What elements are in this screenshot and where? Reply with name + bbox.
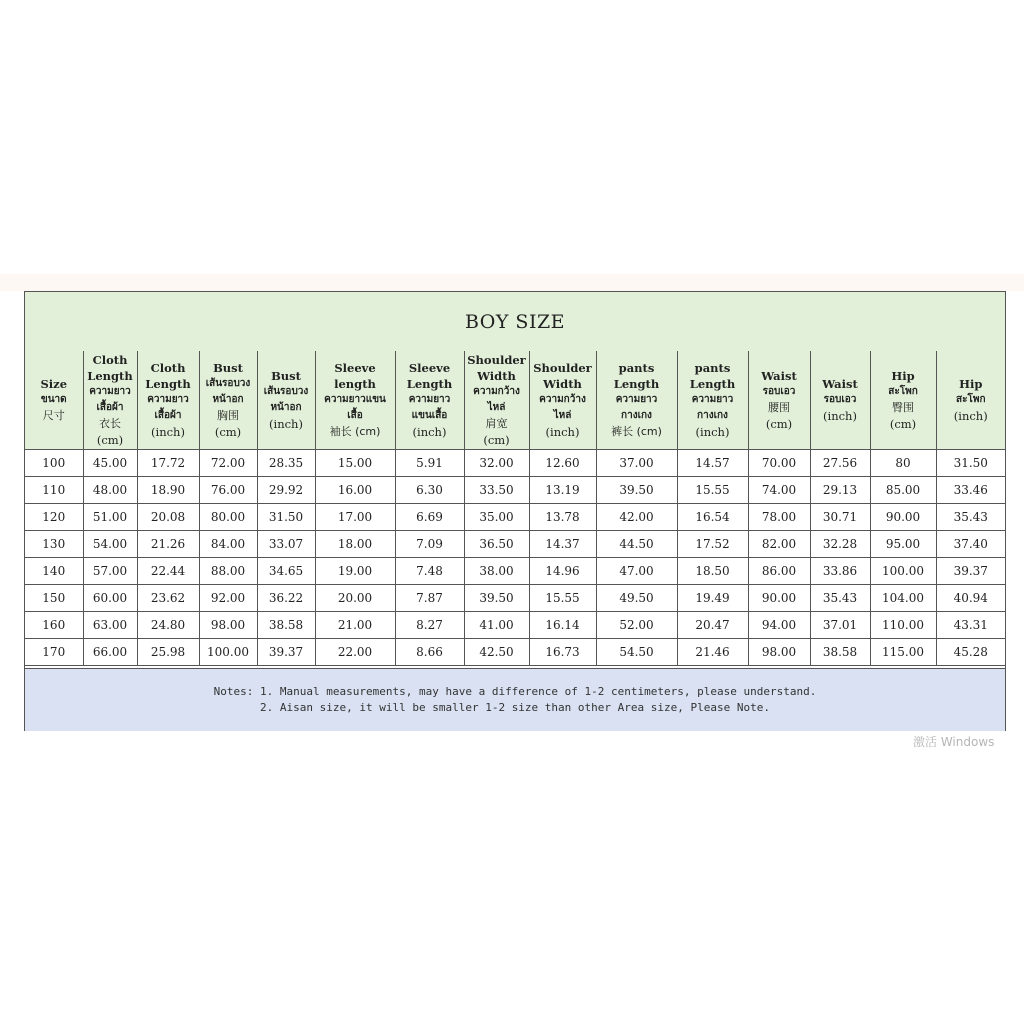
column-header: [199, 351, 257, 450]
column-header-line: (inch): [269, 417, 303, 431]
measurement-cell: 36.22: [257, 585, 315, 612]
measurement-cell: 27.56: [810, 450, 870, 477]
column-header-line: pants: [618, 361, 655, 375]
measurement-cell: 39.50: [596, 477, 677, 504]
measurement-cell: 33.07: [257, 531, 315, 558]
column-header-line: กางเกง: [697, 410, 728, 421]
measurement-cell: 49.50: [596, 585, 677, 612]
measurement-cell: 33.50: [464, 477, 529, 504]
measurement-cell: 18.90: [137, 477, 199, 504]
column-header-line: Length: [87, 369, 133, 383]
column-header-line: Length: [145, 377, 191, 391]
measurement-cell: 35.43: [936, 504, 1005, 531]
measurement-cell: 57.00: [83, 558, 137, 585]
column-header-line: หน้าอก: [270, 402, 302, 413]
measurement-cell: 42.00: [596, 504, 677, 531]
column-header-line: Hip: [959, 377, 983, 391]
measurement-cell: 40.94: [936, 585, 1005, 612]
column-header: [529, 351, 596, 450]
table-row: [25, 450, 1005, 477]
column-header-line: 腰围: [768, 401, 790, 414]
measurement-cell: 33.86: [810, 558, 870, 585]
measurement-cell: 14.57: [677, 450, 748, 477]
column-header-line: ความยาว: [691, 394, 734, 405]
measurement-cell: 84.00: [199, 531, 257, 558]
measurement-cell: 70.00: [748, 450, 810, 477]
measurement-cell: 14.37: [529, 531, 596, 558]
measurement-cell: 94.00: [748, 612, 810, 639]
measurement-cell: 33.46: [936, 477, 1005, 504]
measurement-cell: 36.50: [464, 531, 529, 558]
measurement-cell: 13.19: [529, 477, 596, 504]
measurement-cell: 12.60: [529, 450, 596, 477]
measurement-cell: 38.58: [257, 612, 315, 639]
measurement-cell: 16.14: [529, 612, 596, 639]
column-header-line: Bust: [271, 369, 301, 383]
note-line-2: 2. Aisan size, it will be smaller 1-2 size than other Area size, Please Note.: [260, 701, 770, 714]
measurement-cell: 22.44: [137, 558, 199, 585]
measurement-cell: 6.30: [395, 477, 464, 504]
measurement-cell: 18.50: [677, 558, 748, 585]
measurement-cell: 35.43: [810, 585, 870, 612]
measurement-cell: 20.00: [315, 585, 395, 612]
column-header-line: ไหล่: [487, 402, 506, 413]
column-header-line: ความยาว: [147, 394, 189, 405]
measurement-cell: 43.31: [936, 612, 1005, 639]
column-header-line: ขนาด: [40, 394, 67, 405]
measurement-cell: 7.09: [395, 531, 464, 558]
measurement-cell: 39.50: [464, 585, 529, 612]
measurement-cell: 30.71: [810, 504, 870, 531]
measurement-cell: 19.00: [315, 558, 395, 585]
measurement-cell: 80.00: [199, 504, 257, 531]
table-row: [25, 477, 1005, 504]
measurement-cell: 54.00: [83, 531, 137, 558]
column-header: [395, 351, 464, 450]
measurement-cell: 16.00: [315, 477, 395, 504]
column-header-line: pants: [694, 361, 731, 375]
column-header-line: ความยาว: [408, 394, 451, 405]
measurement-cell: 63.00: [83, 612, 137, 639]
measurement-cell: 32.00: [464, 450, 529, 477]
column-header-line: กางเกง: [621, 410, 652, 421]
measurement-cell: 39.37: [257, 639, 315, 666]
column-header: [464, 351, 529, 450]
size-cell: 130: [25, 531, 83, 558]
measurement-cell: 7.87: [395, 585, 464, 612]
size-chart: [24, 291, 1006, 731]
measurement-cell: 37.40: [936, 531, 1005, 558]
measurement-cell: 28.35: [257, 450, 315, 477]
measurement-cell: 38.00: [464, 558, 529, 585]
measurement-cell: 34.65: [257, 558, 315, 585]
measurement-cell: 20.47: [677, 612, 748, 639]
column-header-line: 裤长 (cm): [611, 425, 662, 438]
measurement-cell: 32.28: [810, 531, 870, 558]
measurement-cell: 31.50: [257, 504, 315, 531]
measurement-cell: 14.96: [529, 558, 596, 585]
column-header-line: Waist: [761, 369, 797, 383]
measurement-cell: 42.50: [464, 639, 529, 666]
column-header: [596, 351, 677, 450]
column-header-line: (cm): [765, 417, 793, 431]
table-row: [25, 558, 1005, 585]
column-header-line: Length: [406, 377, 453, 391]
column-header-line: เสื้อ: [347, 410, 363, 421]
measurement-cell: 88.00: [199, 558, 257, 585]
measurement-cell: 21.26: [137, 531, 199, 558]
measurement-cell: 72.00: [199, 450, 257, 477]
measurement-cell: 25.98: [137, 639, 199, 666]
size-cell: 100: [25, 450, 83, 477]
column-header: [870, 351, 936, 450]
column-header: [83, 351, 137, 450]
measurement-cell: 8.27: [395, 612, 464, 639]
measurement-cell: 15.00: [315, 450, 395, 477]
column-header: [137, 351, 199, 450]
measurement-cell: 7.48: [395, 558, 464, 585]
measurement-cell: 76.00: [199, 477, 257, 504]
column-header-line: ความยาว: [89, 386, 131, 397]
measurement-cell: 86.00: [748, 558, 810, 585]
column-header-line: length: [334, 377, 376, 391]
column-header-line: รอบเอว: [823, 394, 857, 405]
measurement-cell: 22.00: [315, 639, 395, 666]
measurement-cell: 92.00: [199, 585, 257, 612]
measurement-cell: 48.00: [83, 477, 137, 504]
note-line-1: Notes: 1. Manual measurements, may have a difference of 1-2 centimeters, please understand.: [213, 685, 817, 698]
measurement-cell: 80: [870, 450, 936, 477]
column-header-line: 肩宽: [485, 417, 508, 430]
column-header-line: Shoulder: [533, 361, 592, 375]
measurement-cell: 45.28: [936, 639, 1005, 666]
measurement-cell: 90.00: [870, 504, 936, 531]
top-band: [0, 274, 1024, 291]
table-header-row: [25, 351, 1005, 450]
column-header-line: ความยาว: [615, 394, 658, 405]
column-header: [810, 351, 870, 450]
column-header-line: เส้นรอบวง: [263, 386, 309, 397]
measurement-cell: 23.62: [137, 585, 199, 612]
column-header-line: Length: [613, 377, 660, 391]
measurement-cell: 29.13: [810, 477, 870, 504]
measurement-cell: 98.00: [748, 639, 810, 666]
column-header-line: Shoulder: [467, 353, 526, 367]
measurement-cell: 35.00: [464, 504, 529, 531]
measurement-cell: 104.00: [870, 585, 936, 612]
measurement-cell: 100.00: [199, 639, 257, 666]
column-header-line: แขนเสื้อ: [411, 410, 448, 421]
column-header-line: เส้นรอบวง: [205, 378, 251, 389]
column-header-line: สะโพก: [956, 394, 986, 405]
measurement-cell: 17.00: [315, 504, 395, 531]
measurement-cell: 39.37: [936, 558, 1005, 585]
measurement-cell: 29.92: [257, 477, 315, 504]
measurement-cell: 20.08: [137, 504, 199, 531]
measurement-cell: 38.58: [810, 639, 870, 666]
column-header-line: รอบเอว: [762, 386, 796, 397]
measurement-cell: 15.55: [529, 585, 596, 612]
column-header-line: Bust: [213, 361, 243, 375]
column-header-line: 臀围: [892, 401, 914, 414]
measurement-cell: 51.00: [83, 504, 137, 531]
column-header-line: Sleeve: [334, 361, 376, 375]
measurement-cell: 6.69: [395, 504, 464, 531]
column-header-line: ความยาวแขน: [324, 394, 386, 405]
size-cell: 170: [25, 639, 83, 666]
column-header-line: ความกว้าง: [539, 394, 586, 405]
column-header: [936, 351, 1005, 450]
size-cell: 140: [25, 558, 83, 585]
column-header: [257, 351, 315, 450]
measurement-cell: 47.00: [596, 558, 677, 585]
chart-title: BOY SIZE: [25, 292, 1005, 352]
measurement-cell: 15.55: [677, 477, 748, 504]
measurement-cell: 54.50: [596, 639, 677, 666]
column-header-line: Sleeve: [408, 361, 451, 375]
size-cell: 150: [25, 585, 83, 612]
size-table: [25, 351, 1005, 666]
column-header-line: Width: [477, 369, 516, 383]
measurement-cell: 21.00: [315, 612, 395, 639]
measurement-cell: 24.80: [137, 612, 199, 639]
column-header: [748, 351, 810, 450]
column-header-line: Length: [689, 377, 736, 391]
column-header-line: (inch): [695, 425, 730, 439]
size-cell: 160: [25, 612, 83, 639]
column-header-line: ความกว้าง: [473, 386, 520, 397]
column-header-line: เสื้อผ้า: [96, 402, 124, 413]
column-header-line: (inch): [953, 409, 988, 423]
measurement-cell: 82.00: [748, 531, 810, 558]
measurement-cell: 45.00: [83, 450, 137, 477]
size-cell: 110: [25, 477, 83, 504]
measurement-cell: 60.00: [83, 585, 137, 612]
measurement-cell: 85.00: [870, 477, 936, 504]
measurement-cell: 74.00: [748, 477, 810, 504]
column-header-line: (inch): [545, 425, 580, 439]
column-header-line: Width: [543, 377, 582, 391]
measurement-cell: 37.01: [810, 612, 870, 639]
column-header-line: Waist: [822, 377, 858, 391]
measurement-cell: 110.00: [870, 612, 936, 639]
measurement-cell: 8.66: [395, 639, 464, 666]
column-header-line: (cm): [483, 433, 510, 447]
measurement-cell: 21.46: [677, 639, 748, 666]
measurement-cell: 90.00: [748, 585, 810, 612]
column-header-line: (cm): [96, 433, 124, 447]
notes-section: [25, 668, 1005, 731]
measurement-cell: 19.49: [677, 585, 748, 612]
column-header-line: ไหล่: [553, 410, 572, 421]
measurement-cell: 13.78: [529, 504, 596, 531]
windows-activation-watermark: 激活 Windows: [913, 735, 995, 749]
table-row: [25, 612, 1005, 639]
measurement-cell: 16.73: [529, 639, 596, 666]
table-row: [25, 639, 1005, 666]
column-header-line: 袖长 (cm): [329, 425, 381, 438]
table-body: [25, 450, 1005, 666]
measurement-cell: 100.00: [870, 558, 936, 585]
measurement-cell: 37.00: [596, 450, 677, 477]
measurement-cell: 17.52: [677, 531, 748, 558]
column-header-line: หน้าอก: [212, 394, 244, 405]
measurement-cell: 31.50: [936, 450, 1005, 477]
column-header-line: Cloth: [92, 353, 128, 367]
column-header-line: สะโพก: [888, 386, 918, 397]
measurement-cell: 44.50: [596, 531, 677, 558]
measurement-cell: 66.00: [83, 639, 137, 666]
size-cell: 120: [25, 504, 83, 531]
column-header-line: (inch): [823, 409, 857, 423]
column-header-line: เสื้อผ้า: [154, 410, 182, 421]
measurement-cell: 78.00: [748, 504, 810, 531]
column-header: [677, 351, 748, 450]
column-header-line: 衣长: [99, 417, 121, 430]
measurement-cell: 115.00: [870, 639, 936, 666]
column-header-line: (cm): [214, 425, 242, 439]
column-header: [25, 351, 83, 450]
table-row: [25, 585, 1005, 612]
measurement-cell: 18.00: [315, 531, 395, 558]
column-header-line: (inch): [412, 425, 447, 439]
column-header-line: Size: [40, 377, 68, 391]
column-header-line: (inch): [151, 425, 185, 439]
column-header-line: (cm): [889, 417, 917, 431]
column-header-line: 尺寸: [42, 409, 65, 422]
measurement-cell: 16.54: [677, 504, 748, 531]
column-header: [315, 351, 395, 450]
table-row: [25, 531, 1005, 558]
measurement-cell: 41.00: [464, 612, 529, 639]
measurement-cell: 52.00: [596, 612, 677, 639]
measurement-cell: 98.00: [199, 612, 257, 639]
measurement-cell: 5.91: [395, 450, 464, 477]
column-header-line: Hip: [891, 369, 915, 383]
measurement-cell: 95.00: [870, 531, 936, 558]
column-header-line: Cloth: [150, 361, 186, 375]
measurement-cell: 17.72: [137, 450, 199, 477]
column-header-line: 胸围: [217, 409, 239, 422]
table-row: [25, 504, 1005, 531]
